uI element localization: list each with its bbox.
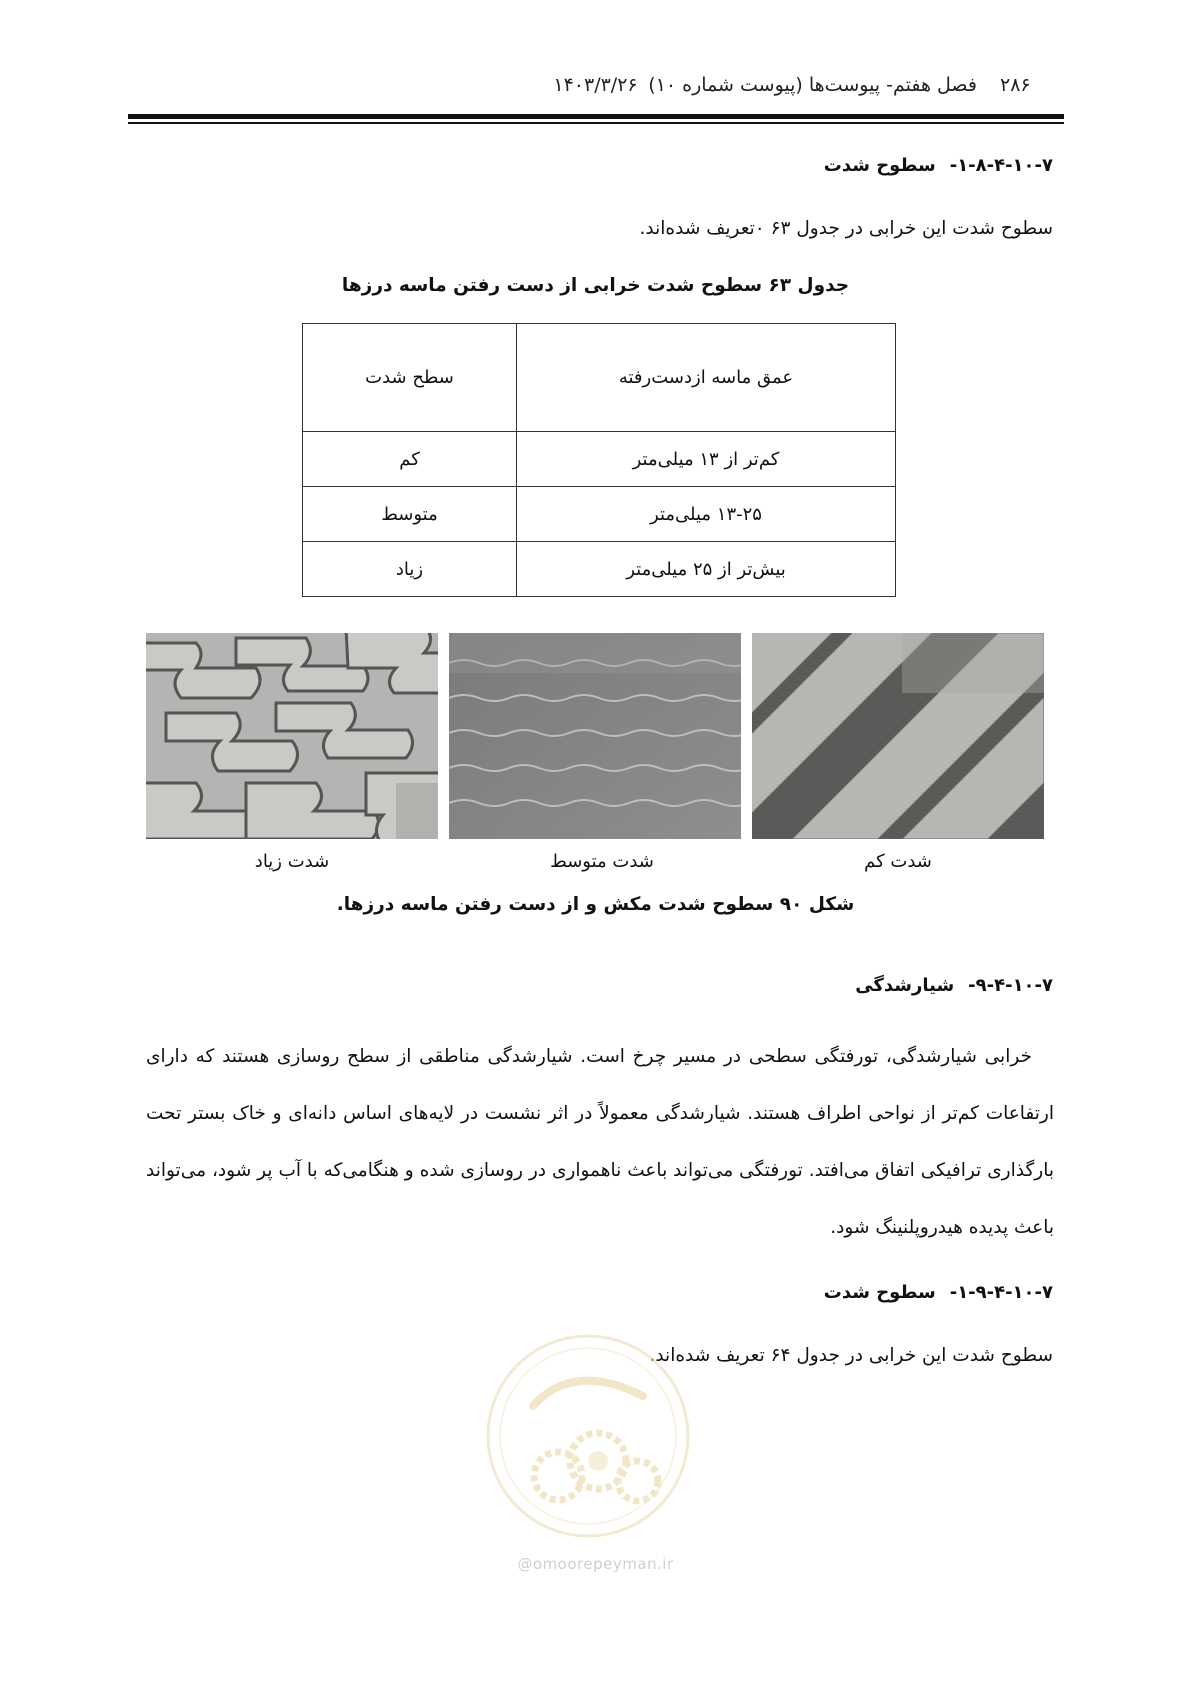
section-intro-text: سطوح شدت این خرابی در جدول ۶۴ تعریف شده‌اند. xyxy=(649,1345,1053,1366)
photo-label-high: شدت زیاد xyxy=(254,851,330,872)
table-row xyxy=(303,487,896,542)
figure-caption: شکل ۹۰ سطوح شدت مکش و از دست رفتن ماسه درزها. xyxy=(336,894,855,915)
header-date: ۱۴۰۳/۳/۲۶ xyxy=(553,74,638,96)
section-number: ۹-۴-۱۰-۷- xyxy=(968,975,1053,996)
table-cell: زیاد xyxy=(303,542,517,597)
watermark-logo xyxy=(478,1326,698,1626)
table-row xyxy=(303,432,896,487)
photo-high-severity xyxy=(146,633,438,839)
paragraph-text: خرابی شیارشدگی، تورفتگی سطحی در مسیر چرخ است. شیارشدگی مناطقی از سطح روسازی هستند که دارای ارتفاعات کم‌تر از نواحی اطراف هستند. شیارشدگی معمولاً در اثر نشست در لایه‌های اساس دانه‌ای و خاک بستر تحت بارگذاری ترافیکی اتفاق می‌افتد. تورفتگی می‌تواند باعث ناهمواری در روسازی شده و هنگامی‌که با آب پر شود، می‌تواند باعث پدیده هیدروپلنینگ شود. xyxy=(146,1046,1054,1238)
rutting-paragraph xyxy=(146,1028,1054,1256)
section-heading-rutting xyxy=(855,975,1053,996)
photo-label-medium: شدت متوسط xyxy=(550,851,654,872)
section-intro-text: سطوح شدت این خرابی در جدول ۶۳ ۰تعریف شده‌اند. xyxy=(639,218,1053,239)
table-header-row xyxy=(303,324,896,432)
table-cell: بیش‌تر از ۲۵ میلی‌متر xyxy=(517,542,896,597)
photo-medium-severity xyxy=(449,633,741,839)
table-cell: متوسط xyxy=(303,487,517,542)
section-heading-severity-2 xyxy=(824,1282,1053,1303)
table-header-cell: عمق ماسه ازدست‌رفته xyxy=(517,324,896,432)
section-title: سطوح شدت xyxy=(823,1282,936,1303)
table-row xyxy=(303,542,896,597)
section-number: ۱-۸-۴-۱۰-۷- xyxy=(949,155,1053,176)
table-cell: کم xyxy=(303,432,517,487)
photo-label-low: شدت کم xyxy=(864,851,932,872)
section-number: ۱-۹-۴-۱۰-۷- xyxy=(949,1282,1053,1303)
table-caption: جدول ۶۳ سطوح شدت خرابی از دست رفتن ماسه درزها xyxy=(341,275,850,296)
photo-low-severity xyxy=(752,633,1044,839)
header-rule xyxy=(128,114,1064,119)
table-cell: کم‌تر از ۱۳ میلی‌متر xyxy=(517,432,896,487)
header-rule-thin xyxy=(128,122,1064,124)
severity-table xyxy=(302,323,896,597)
section-title: سطوح شدت xyxy=(823,155,936,176)
header-chapter: فصل هفتم- پیوست‌ها (پیوست شماره ۱۰) xyxy=(648,74,977,96)
watermark-site: @omoorepeyman.ir xyxy=(517,1555,674,1573)
table-cell: ۱۳-۲۵ میلی‌متر xyxy=(517,487,896,542)
section-heading-severity-1 xyxy=(824,155,1053,176)
section-title: شیارشدگی xyxy=(855,975,955,996)
header-page-number: ۲۸۶ xyxy=(1000,74,1031,96)
table-header-cell: سطح شدت xyxy=(303,324,517,432)
